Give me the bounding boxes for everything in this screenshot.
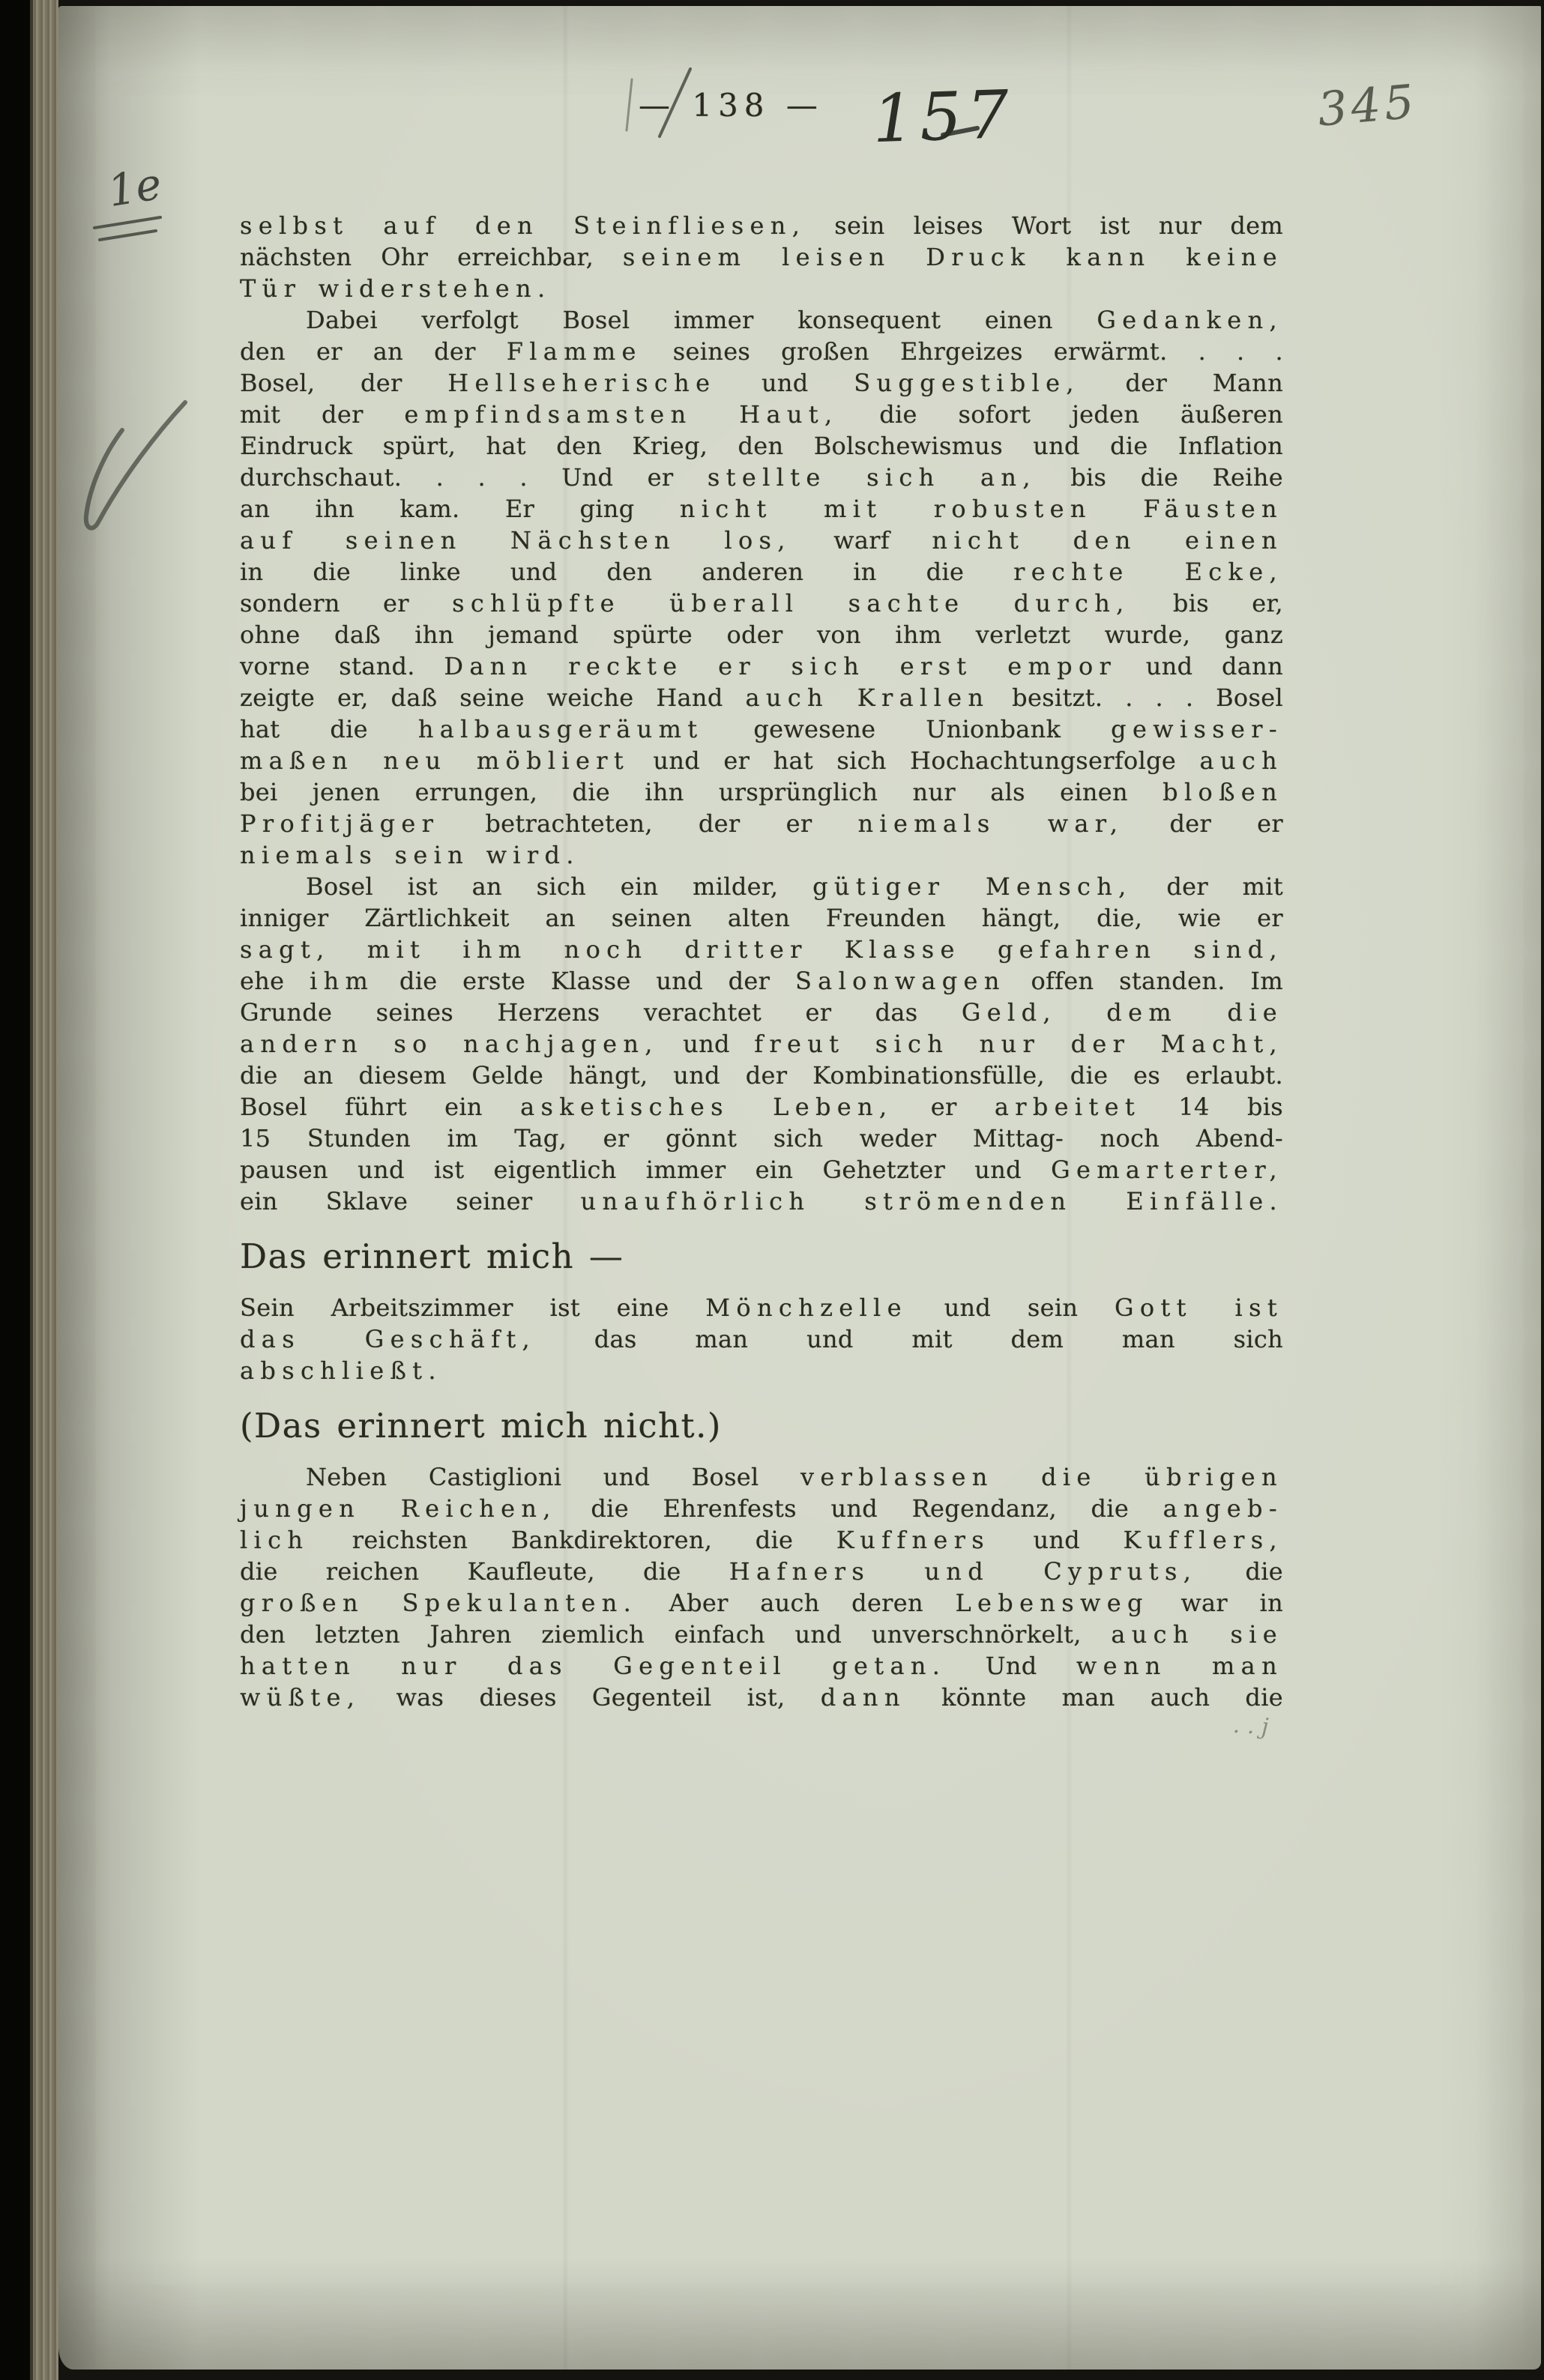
letterspaced-emphasis: Profitjäger [240, 809, 440, 838]
letterspaced-emphasis: lich [240, 1526, 310, 1554]
letterspaced-emphasis: selbst auf den Steinfliesen, [240, 211, 806, 240]
section-heading: Das erinnert mich — [240, 1236, 624, 1276]
letterspaced-emphasis: wüßte, [240, 1683, 361, 1712]
text-line: auf seinen Nächsten los, warf nicht den einen [240, 526, 1283, 555]
text-line: zeigte er, daß seine weiche Hand auch Krallen besitzt. . . . Bosel [240, 683, 1283, 712]
letterspaced-emphasis: ihm [310, 967, 375, 995]
text-line: 15 Stunden im Tag, er gönnt sich weder Mittag- noch Abend- [240, 1124, 1283, 1153]
text-line: die reichen Kaufleute, die Hafners und Cypruts, die [240, 1557, 1284, 1586]
letterspaced-emphasis: Lebensweg [955, 1589, 1149, 1617]
text-line: lich reichsten Bankdirektoren, die Kuffners und Kufflers, [240, 1526, 1283, 1554]
letterspaced-emphasis: arbeitet [994, 1093, 1142, 1121]
text-line: selbst auf den Steinfliesen, sein leises Wort ist nur dem [240, 211, 1283, 240]
text-line: in die linke und den anderen in die rechte Ecke, [240, 558, 1283, 586]
letterspaced-emphasis: niemals war, [857, 809, 1124, 838]
text-line [240, 934, 1283, 965]
letterspaced-emphasis: andern so nachjagen, [240, 1030, 659, 1058]
letterspaced-emphasis: sagt, mit ihm noch dritter Klasse gefahren sind, [240, 935, 1283, 964]
text-line: Profitjäger betrachteten, der er niemals war, der er [240, 809, 1284, 838]
letterspaced-emphasis: halbausgeräumt [417, 715, 704, 743]
paragraph [240, 871, 1283, 1217]
letterspaced-emphasis: asketisches Leben, [520, 1093, 893, 1121]
book-binding-edge [0, 0, 58, 2380]
text-line: nächsten Ohr erreichbar, seinem leisen Druck kann keine [240, 243, 1283, 271]
letterspaced-emphasis: nicht den einen [932, 526, 1283, 555]
handwritten-folio-number: 157 [871, 75, 1016, 158]
letterspaced-emphasis: verblassen die übrigen [800, 1463, 1283, 1491]
letterspaced-emphasis: auf seinen Nächsten los, [240, 526, 791, 555]
text-line: die an diesem Gelde hängt, und der Kombinationsfülle, die es erlaubt. [240, 1061, 1283, 1090]
letterspaced-emphasis: Tür widerstehen. [240, 274, 552, 303]
letterspaced-emphasis: wenn man [1076, 1652, 1284, 1680]
text-line: Bosel führt ein asketisches Leben, er arbeitet 14 bis [240, 1093, 1283, 1121]
letterspaced-emphasis: Mönchzelle [705, 1293, 908, 1322]
paragraph [240, 1292, 1283, 1386]
letterspaced-emphasis: maßen neu möbliert [240, 746, 630, 775]
text-line [240, 273, 1283, 304]
letterspaced-emphasis: Hellseherische [447, 369, 717, 397]
letterspaced-emphasis: Dann reckte er sich erst empor [444, 652, 1118, 680]
letterspaced-emphasis: niemals sein wird. [240, 841, 580, 869]
letterspaced-emphasis: rechte Ecke, [1013, 558, 1283, 586]
letterspaced-emphasis: Flamme [506, 337, 642, 366]
text-line: Neben Castiglioni und Bosel verblassen die übrigen [306, 1463, 1283, 1491]
text-line: Sein Arbeitszimmer ist eine Mönchzelle und sein Gott ist [240, 1293, 1284, 1322]
paragraph [240, 1461, 1283, 1713]
text-line [240, 1355, 1283, 1386]
letterspaced-emphasis: auch Krallen [745, 683, 990, 712]
letterspaced-emphasis: das Geschäft, [240, 1325, 536, 1353]
text-line: mit der empfindsamsten Haut, die sofort jeden äußeren [240, 400, 1283, 429]
letterspaced-emphasis: Kuffners [836, 1526, 991, 1554]
text-line: wüßte, was dieses Gegenteil ist, dann könnte man auch die [240, 1683, 1283, 1712]
text-line: inniger Zärtlichkeit an seinen alten Freunden hängt, die, wie er [240, 904, 1283, 932]
text-line: Eindruck spürt, hat den Krieg, den Bolschewismus und die Inflation [240, 432, 1283, 460]
letterspaced-emphasis: Kufflers, [1123, 1526, 1283, 1554]
letterspaced-emphasis: gütiger Mensch, [812, 872, 1133, 901]
letterspaced-emphasis: Salonwagen [794, 967, 1006, 995]
letterspaced-emphasis: hatten nur das Gegenteil getan. [240, 1652, 947, 1680]
text-line: Grunde seines Herzens verachtet er das Geld, dem die [240, 998, 1283, 1027]
letterspaced-emphasis: stellte sich an, [707, 463, 1037, 492]
letterspaced-emphasis: empfindsamsten Haut, [404, 400, 839, 429]
letterspaced-emphasis: nicht mit robusten Fäusten [679, 495, 1283, 523]
text-line: Dabei verfolgt Bosel immer konsequent einen Gedanken, [306, 306, 1283, 334]
letterspaced-emphasis: Gemarterter, [1051, 1156, 1283, 1184]
text-line [240, 839, 1283, 871]
letterspaced-emphasis: Suggestible, [854, 369, 1080, 397]
letterspaced-emphasis: angeb- [1162, 1494, 1283, 1523]
letterspaced-emphasis: Gedanken, [1097, 306, 1283, 334]
letterspaced-emphasis: freut sich nur der Macht, [754, 1030, 1284, 1058]
letterspaced-emphasis: abschließt. [240, 1356, 442, 1385]
text-line: das Geschäft, das man und mit dem man sich [240, 1325, 1283, 1353]
text-line: ehe ihm die erste Klasse und der Salonwagen offen standen. Im [240, 967, 1283, 995]
faint-pencil-mark: . . j [1232, 1712, 1270, 1741]
paragraph [240, 304, 1283, 871]
letterspaced-emphasis: jungen Reichen, [240, 1494, 557, 1523]
text-line: Bosel ist an sich ein milder, gütiger Mensch, der mit [306, 872, 1284, 901]
letterspaced-emphasis: seinem leisen Druck kann keine [622, 243, 1283, 271]
handwritten-archive-number: 345 [1315, 73, 1420, 137]
text-line: jungen Reichen, die Ehrenfests und Regendanz, die angeb- [240, 1494, 1283, 1523]
section-heading: (Das erinnert mich nicht.) [240, 1406, 722, 1446]
letterspaced-emphasis: großen Spekulanten. [240, 1589, 638, 1617]
text-line: hatten nur das Gegenteil getan. Und wenn man [240, 1652, 1284, 1680]
text-line: maßen neu möbliert und er hat sich Hochachtungserfolge auch [240, 746, 1283, 775]
text-line: hat die halbausgeräumt gewesene Unionbank gewisser- [240, 715, 1283, 743]
text-line: ohne daß ihn jemand spürte oder von ihm verletzt wurde, ganz [240, 620, 1283, 649]
text-line: sondern er schlüpfte überall sachte durch, bis er, [240, 589, 1284, 617]
text-line: vorne stand. Dann reckte er sich erst empor und dann [240, 652, 1284, 680]
letterspaced-emphasis: gewisser- [1111, 715, 1283, 743]
handwritten-margin-note: 1e [104, 157, 166, 217]
letterspaced-emphasis: auch sie [1111, 1620, 1283, 1649]
text-line: den er an der Flamme seines großen Ehrgeizes erwärmt. . . . [240, 337, 1284, 366]
letterspaced-emphasis: unaufhörlich strömenden Einfälle. [580, 1187, 1283, 1215]
text-line: großen Spekulanten. Aber auch deren Lebensweg war in [240, 1589, 1283, 1617]
text-line: ein Sklave seiner unaufhörlich strömenden Einfälle. [240, 1187, 1283, 1215]
page-paper [58, 6, 1541, 2370]
text-line: an ihn kam. Er ging nicht mit robusten Fäusten [240, 495, 1283, 523]
letterspaced-emphasis: Gott ist [1114, 1293, 1284, 1322]
paragraph [240, 210, 1283, 304]
body-text-column [240, 210, 1283, 1713]
text-line: durchschaut. . . . Und er stellte sich an, bis die Reihe [240, 463, 1283, 492]
text-line: den letzten Jahren ziemlich einfach und unverschnörkelt, auch sie [240, 1620, 1283, 1649]
letterspaced-emphasis: dann [820, 1683, 906, 1712]
letterspaced-emphasis: schlüpfte überall sachte durch, [452, 589, 1130, 617]
text-line: andern so nachjagen, und freut sich nur der Macht, [240, 1030, 1284, 1058]
text-line: bei jenen errungen, die ihn ursprünglich nur als einen bloßen [240, 778, 1283, 806]
letterspaced-emphasis: bloßen [1162, 778, 1283, 806]
letterspaced-emphasis: Hafners und Cypruts, [729, 1557, 1198, 1586]
letterspaced-emphasis: Geld, dem die [961, 998, 1283, 1027]
text-line: pausen und ist eigentlich immer ein Gehetzter und Gemarterter, [240, 1156, 1283, 1184]
text-line: Bosel, der Hellseherische und Suggestible, der Mann [240, 369, 1284, 397]
printed-page-number: — 138 — [639, 87, 824, 124]
letterspaced-emphasis: auch [1199, 746, 1283, 775]
